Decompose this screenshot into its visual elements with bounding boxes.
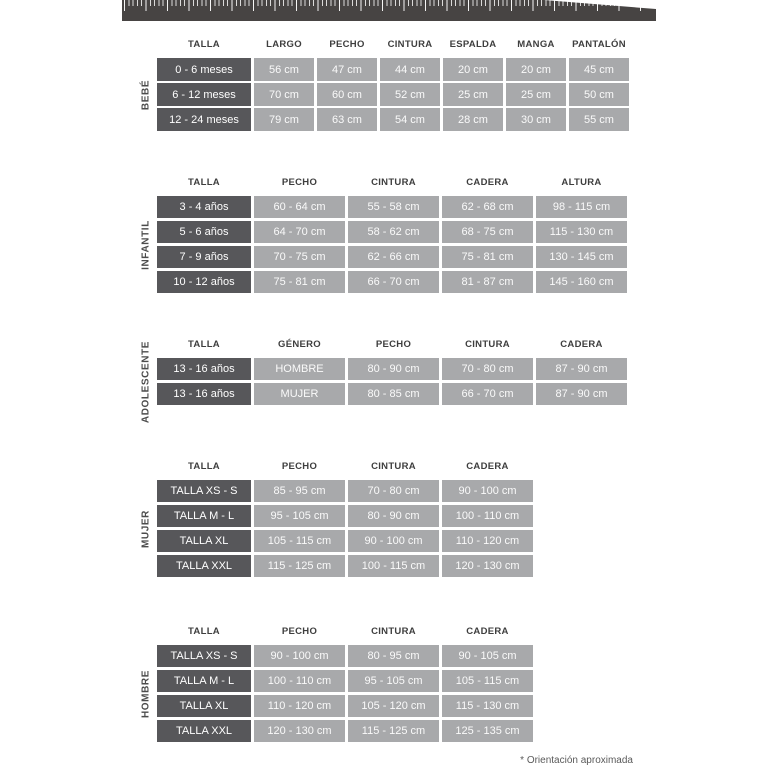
measure-cell: 68 - 75 cm bbox=[442, 221, 533, 243]
table-body bbox=[157, 358, 627, 405]
measure-cell: 85 - 95 cm bbox=[254, 480, 345, 502]
measure-cell: 130 - 145 cm bbox=[536, 246, 627, 268]
section-label-bebe: BEBÉ bbox=[140, 79, 152, 110]
measure-cell: 79 cm bbox=[254, 108, 314, 131]
measure-cell: 90 - 105 cm bbox=[442, 645, 533, 667]
talla-cell: TALLA XXL bbox=[157, 555, 251, 577]
section-label-adolescente: ADOLESCENTE bbox=[140, 340, 152, 423]
measure-cell: 145 - 160 cm bbox=[536, 271, 627, 293]
measure-cell: 87 - 90 cm bbox=[536, 358, 627, 380]
column-header-talla: TALLA bbox=[188, 338, 220, 350]
approximation-note: * Orientación aproximada bbox=[520, 755, 633, 766]
measure-cell: 105 - 120 cm bbox=[348, 695, 439, 717]
measure-cell: HOMBRE bbox=[254, 358, 345, 380]
size-table-adolescente bbox=[157, 336, 627, 405]
measure-cell: 80 - 85 cm bbox=[348, 383, 439, 405]
column-header-talla: TALLA bbox=[188, 460, 220, 472]
measure-cell: 56 cm bbox=[254, 58, 314, 81]
measure-cell: 110 - 120 cm bbox=[254, 695, 345, 717]
column-header-cadera: CADERA bbox=[466, 625, 509, 637]
column-header-altura: ALTURA bbox=[561, 176, 602, 188]
size-table-mujer bbox=[157, 458, 533, 577]
measure-cell: 70 - 80 cm bbox=[442, 358, 533, 380]
column-header-genero: GÉNERO bbox=[278, 338, 321, 350]
measure-cell: 25 cm bbox=[506, 83, 566, 106]
measure-cell: 58 - 62 cm bbox=[348, 221, 439, 243]
measure-cell: 75 - 81 cm bbox=[254, 271, 345, 293]
measure-cell: 55 - 58 cm bbox=[348, 196, 439, 218]
column-header-espalda: ESPALDA bbox=[449, 38, 497, 50]
measure-cell: 20 cm bbox=[506, 58, 566, 81]
measure-cell: 81 - 87 cm bbox=[442, 271, 533, 293]
measure-cell: 44 cm bbox=[380, 58, 440, 81]
column-header-pantalon: PANTALÓN bbox=[572, 38, 626, 50]
size-table-hombre bbox=[157, 623, 533, 742]
measure-cell: 62 - 66 cm bbox=[348, 246, 439, 268]
talla-cell: 3 - 4 años bbox=[157, 196, 251, 218]
size-table-bebe bbox=[157, 36, 629, 131]
measure-cell: 105 - 115 cm bbox=[254, 530, 345, 552]
measure-cell: 120 - 130 cm bbox=[442, 555, 533, 577]
column-header-cadera: CADERA bbox=[560, 338, 603, 350]
measure-cell: 115 - 125 cm bbox=[254, 555, 345, 577]
column-header-pecho: PECHO bbox=[281, 625, 318, 637]
measure-cell: 90 - 100 cm bbox=[254, 645, 345, 667]
talla-cell: TALLA XL bbox=[157, 695, 251, 717]
measure-cell: 70 cm bbox=[254, 83, 314, 106]
measure-cell: 100 - 115 cm bbox=[348, 555, 439, 577]
talla-cell: 5 - 6 años bbox=[157, 221, 251, 243]
measure-cell: 70 - 75 cm bbox=[254, 246, 345, 268]
measure-cell: 115 - 130 cm bbox=[536, 221, 627, 243]
column-header-pecho: PECHO bbox=[281, 176, 318, 188]
measure-cell: 45 cm bbox=[569, 58, 629, 81]
column-header-cadera: CADERA bbox=[466, 176, 509, 188]
talla-cell: TALLA M - L bbox=[157, 505, 251, 527]
measuring-tape-icon bbox=[122, 0, 656, 21]
column-header-cintura: CINTURA bbox=[465, 338, 510, 350]
measure-cell: MUJER bbox=[254, 383, 345, 405]
talla-cell: 13 - 16 años bbox=[157, 383, 251, 405]
talla-cell: 6 - 12 meses bbox=[157, 83, 251, 106]
measure-cell: 70 - 80 cm bbox=[348, 480, 439, 502]
measure-cell: 63 cm bbox=[317, 108, 377, 131]
measure-cell: 105 - 115 cm bbox=[442, 670, 533, 692]
measure-cell: 47 cm bbox=[317, 58, 377, 81]
table-header-row bbox=[157, 623, 533, 639]
column-header-cintura: CINTURA bbox=[371, 625, 416, 637]
measure-cell: 115 - 125 cm bbox=[348, 720, 439, 742]
measure-cell: 100 - 110 cm bbox=[254, 670, 345, 692]
talla-cell: TALLA XXL bbox=[157, 720, 251, 742]
talla-cell: 0 - 6 meses bbox=[157, 58, 251, 81]
column-header-cadera: CADERA bbox=[466, 460, 509, 472]
talla-cell: TALLA XS - S bbox=[157, 645, 251, 667]
measure-cell: 50 cm bbox=[569, 83, 629, 106]
measure-cell: 80 - 90 cm bbox=[348, 358, 439, 380]
measure-cell: 20 cm bbox=[443, 58, 503, 81]
column-header-pecho: PECHO bbox=[329, 38, 365, 50]
talla-cell: TALLA XS - S bbox=[157, 480, 251, 502]
column-header-largo: LARGO bbox=[266, 38, 302, 50]
section-label-mujer: MUJER bbox=[140, 509, 152, 548]
measure-cell: 30 cm bbox=[506, 108, 566, 131]
measure-cell: 125 - 135 cm bbox=[442, 720, 533, 742]
section-label-infantil: INFANTIL bbox=[140, 219, 152, 270]
table-header-row bbox=[157, 336, 627, 352]
measure-cell: 110 - 120 cm bbox=[442, 530, 533, 552]
column-header-cintura: CINTURA bbox=[371, 460, 416, 472]
measure-cell: 28 cm bbox=[443, 108, 503, 131]
column-header-cintura: CINTURA bbox=[387, 38, 433, 50]
talla-cell: 13 - 16 años bbox=[157, 358, 251, 380]
table-header-row bbox=[157, 174, 627, 190]
measure-cell: 66 - 70 cm bbox=[442, 383, 533, 405]
talla-cell: TALLA M - L bbox=[157, 670, 251, 692]
measure-cell: 80 - 90 cm bbox=[348, 505, 439, 527]
measure-cell: 75 - 81 cm bbox=[442, 246, 533, 268]
measure-cell: 100 - 110 cm bbox=[442, 505, 533, 527]
talla-cell: TALLA XL bbox=[157, 530, 251, 552]
table-header-row bbox=[157, 36, 629, 52]
measure-cell: 87 - 90 cm bbox=[536, 383, 627, 405]
talla-cell: 10 - 12 años bbox=[157, 271, 251, 293]
column-header-pecho: PECHO bbox=[375, 338, 412, 350]
measure-cell: 66 - 70 cm bbox=[348, 271, 439, 293]
measure-cell: 60 cm bbox=[317, 83, 377, 106]
column-header-manga: MANGA bbox=[517, 38, 555, 50]
measure-cell: 90 - 100 cm bbox=[348, 530, 439, 552]
table-body bbox=[157, 58, 629, 131]
size-table-infantil bbox=[157, 174, 627, 293]
table-body bbox=[157, 645, 533, 742]
measure-cell: 80 - 95 cm bbox=[348, 645, 439, 667]
measure-cell: 98 - 115 cm bbox=[536, 196, 627, 218]
measure-cell: 95 - 105 cm bbox=[348, 670, 439, 692]
measure-cell: 115 - 130 cm bbox=[442, 695, 533, 717]
talla-cell: 7 - 9 años bbox=[157, 246, 251, 268]
measure-cell: 54 cm bbox=[380, 108, 440, 131]
measure-cell: 120 - 130 cm bbox=[254, 720, 345, 742]
column-header-cintura: CINTURA bbox=[371, 176, 416, 188]
column-header-talla: TALLA bbox=[188, 38, 220, 50]
table-body bbox=[157, 196, 627, 293]
measure-cell: 62 - 68 cm bbox=[442, 196, 533, 218]
measure-cell: 52 cm bbox=[380, 83, 440, 106]
measure-cell: 25 cm bbox=[443, 83, 503, 106]
section-label-hombre: HOMBRE bbox=[140, 669, 152, 718]
column-header-talla: TALLA bbox=[188, 625, 220, 637]
talla-cell: 12 - 24 meses bbox=[157, 108, 251, 131]
measure-cell: 55 cm bbox=[569, 108, 629, 131]
measure-cell: 60 - 64 cm bbox=[254, 196, 345, 218]
column-header-talla: TALLA bbox=[188, 176, 220, 188]
column-header-pecho: PECHO bbox=[281, 460, 318, 472]
table-body bbox=[157, 480, 533, 577]
measure-cell: 90 - 100 cm bbox=[442, 480, 533, 502]
measure-cell: 95 - 105 cm bbox=[254, 505, 345, 527]
measure-cell: 64 - 70 cm bbox=[254, 221, 345, 243]
table-header-row bbox=[157, 458, 533, 474]
